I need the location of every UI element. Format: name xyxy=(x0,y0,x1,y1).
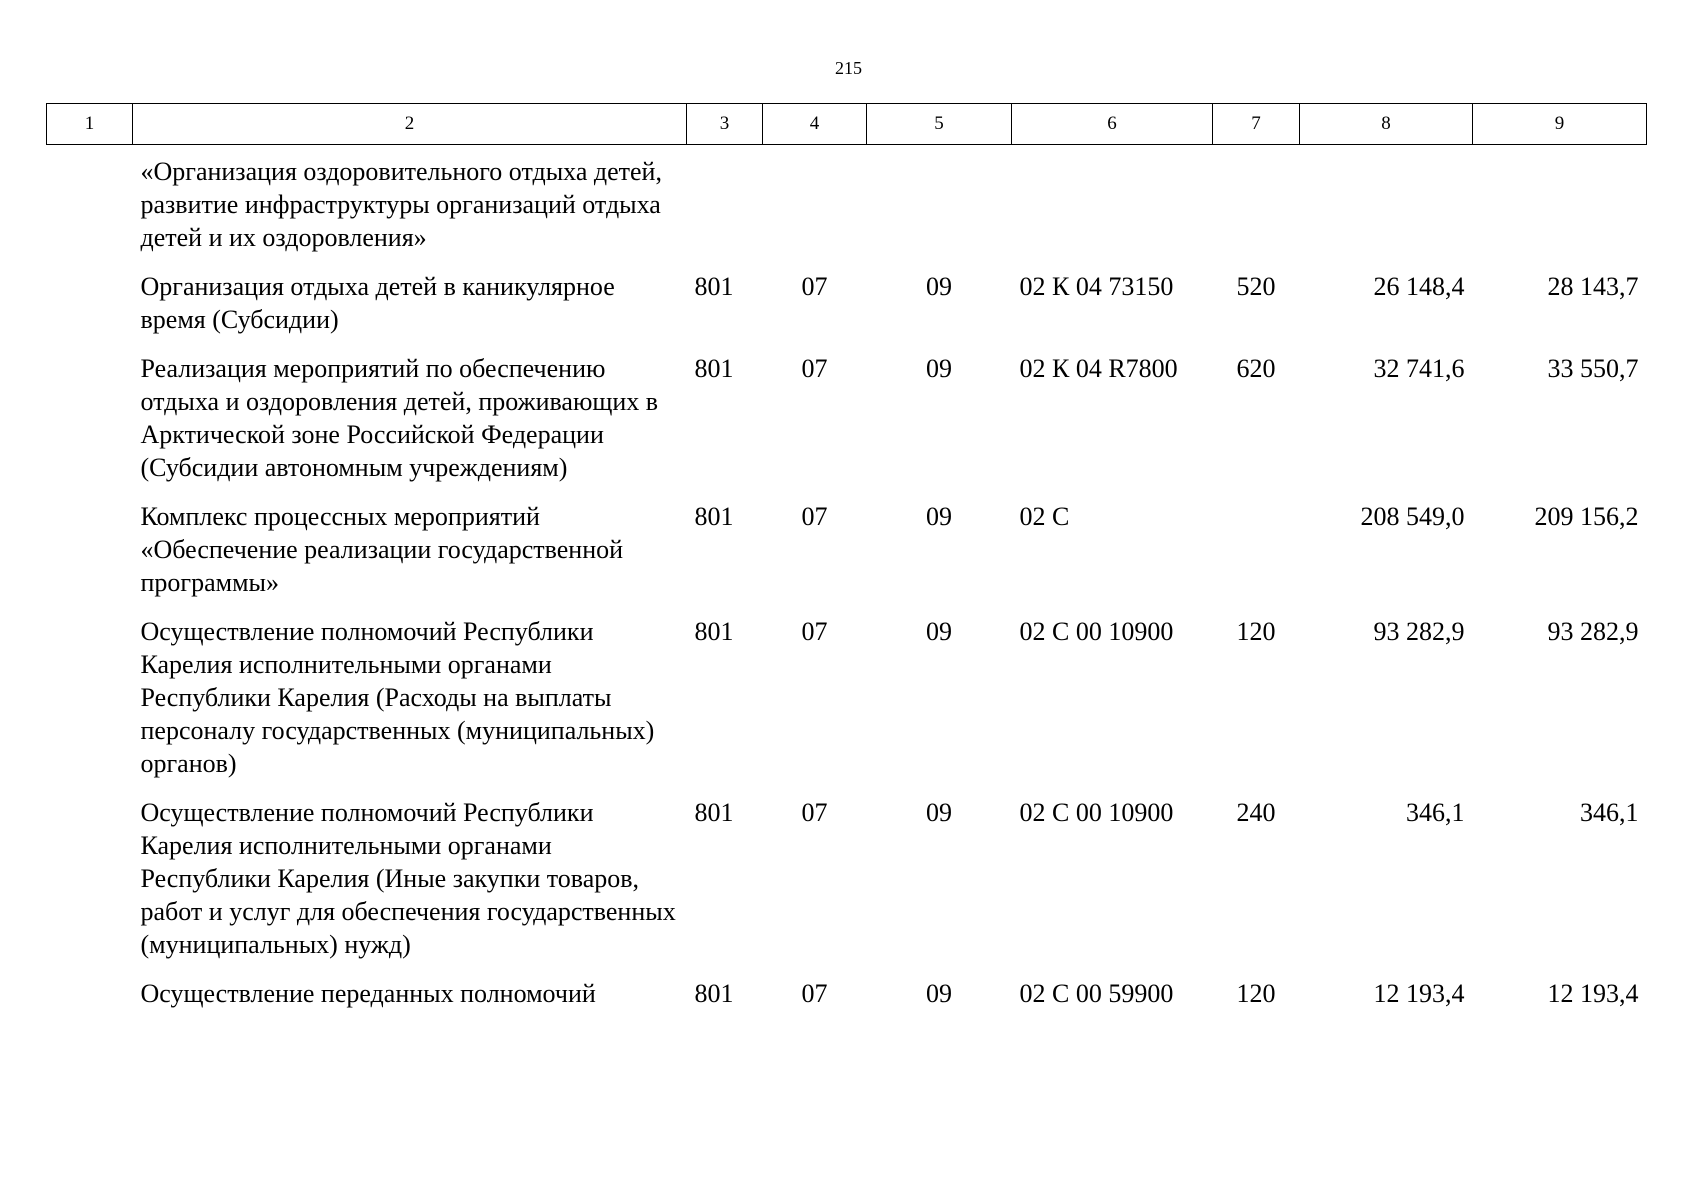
cell-col5: 09 xyxy=(926,979,952,1008)
cell-col3: 801 xyxy=(694,272,734,301)
cell-col6: 02 К 04 R7800 xyxy=(1019,354,1178,383)
cell-col8 xyxy=(1300,145,1473,271)
cell-col7: 520 xyxy=(1236,272,1276,301)
cell-col5: 09 xyxy=(926,272,952,301)
cell-col5 xyxy=(867,145,1012,271)
cell-col9: 209 156,2 xyxy=(1534,502,1639,531)
cell-col5: 09 xyxy=(926,354,952,383)
cell-col1 xyxy=(47,352,133,500)
cell-col1 xyxy=(47,615,133,796)
cell-col4: 07 xyxy=(801,272,828,301)
header-row xyxy=(47,104,1647,145)
column-header-1: 1 xyxy=(47,104,133,145)
cell-col1 xyxy=(47,270,133,352)
cell-col7: 240 xyxy=(1236,798,1276,827)
cell-col4: 07 xyxy=(801,354,828,383)
cell-col9: 33 550,7 xyxy=(1547,354,1639,383)
column-header-8: 8 xyxy=(1300,104,1473,145)
cell-name: Реализация мероприятий по обеспечению отдыха и оздоровления детей, проживающих в Арктической зоне Российской Федерации (Субсидии автономным учреждениям) xyxy=(140,354,659,482)
column-header-3: 3 xyxy=(687,104,763,145)
cell-col6: 02 С xyxy=(1019,502,1070,531)
cell-col3 xyxy=(687,145,763,271)
cell-col4: 07 xyxy=(801,617,828,646)
cell-col1 xyxy=(47,145,133,271)
cell-col1 xyxy=(47,500,133,615)
cell-col9 xyxy=(1473,145,1647,271)
table-row xyxy=(47,615,1647,796)
cell-col4: 07 xyxy=(801,979,828,1008)
table-row xyxy=(47,352,1647,500)
cell-col7: 120 xyxy=(1236,979,1276,1008)
page-number: 215 xyxy=(835,58,862,78)
cell-col1 xyxy=(47,796,133,977)
cell-col6: 02 С 00 10900 xyxy=(1019,617,1174,646)
cell-col4: 07 xyxy=(801,798,828,827)
cell-name: Организация отдыха детей в каникулярное время (Субсидии) xyxy=(140,272,615,334)
column-header-2: 2 xyxy=(133,104,687,145)
cell-col5: 09 xyxy=(926,502,952,531)
table-row xyxy=(47,796,1647,977)
cell-col3: 801 xyxy=(694,979,734,1008)
cell-col3: 801 xyxy=(694,354,734,383)
cell-col9: 28 143,7 xyxy=(1547,272,1639,301)
cell-col8: 12 193,4 xyxy=(1373,979,1465,1008)
cell-name: Осуществление полномочий Республики Карелия исполнительными органами Республики Карелия (Расходы на выплаты персоналу государственных (муниципальных) органов) xyxy=(140,617,655,778)
cell-col6: 02 С 00 10900 xyxy=(1019,798,1174,827)
cell-col8: 26 148,4 xyxy=(1373,272,1465,301)
column-header-4: 4 xyxy=(763,104,867,145)
table-header xyxy=(47,104,1647,145)
cell-col7: 620 xyxy=(1236,354,1276,383)
cell-col8: 93 282,9 xyxy=(1373,617,1465,646)
table-row xyxy=(47,500,1647,615)
cell-col7 xyxy=(1213,500,1300,615)
budget-table xyxy=(46,103,1647,1026)
cell-col9: 346,1 xyxy=(1580,798,1639,827)
table-row xyxy=(47,145,1647,271)
cell-col6: 02 К 04 73150 xyxy=(1019,272,1174,301)
column-header-6: 6 xyxy=(1012,104,1213,145)
column-header-7: 7 xyxy=(1213,104,1300,145)
cell-col7 xyxy=(1213,145,1300,271)
cell-col8: 208 549,0 xyxy=(1360,502,1465,531)
cell-col4: 07 xyxy=(801,502,828,531)
cell-col3: 801 xyxy=(694,617,734,646)
table-body xyxy=(47,145,1647,1027)
cell-col8: 346,1 xyxy=(1406,798,1465,827)
cell-col9: 93 282,9 xyxy=(1547,617,1639,646)
column-header-9: 9 xyxy=(1473,104,1647,145)
table-row xyxy=(47,270,1647,352)
cell-name: «Организация оздоровительного отдыха детей, развитие инфраструктуры организаций отдыха детей и их оздоровления» xyxy=(140,157,662,252)
cell-col5: 09 xyxy=(926,617,952,646)
cell-name: Осуществление переданных полномочий xyxy=(140,979,596,1008)
cell-col3: 801 xyxy=(694,798,734,827)
cell-col6: 02 С 00 59900 xyxy=(1019,979,1174,1008)
cell-col6 xyxy=(1012,145,1213,271)
cell-name: Комплекс процессных мероприятий «Обеспечение реализации государственной программы» xyxy=(140,502,624,597)
cell-col7: 120 xyxy=(1236,617,1276,646)
table-row xyxy=(47,977,1647,1026)
cell-col3: 801 xyxy=(694,502,734,531)
cell-col8: 32 741,6 xyxy=(1373,354,1465,383)
cell-col5: 09 xyxy=(926,798,952,827)
column-header-5: 5 xyxy=(867,104,1012,145)
cell-col9: 12 193,4 xyxy=(1547,979,1639,1008)
cell-col1 xyxy=(47,977,133,1026)
cell-name: Осуществление полномочий Республики Карелия исполнительными органами Республики Карелия (Иные закупки товаров, работ и услуг для обеспечения государственных (муниципальных) нужд) xyxy=(140,798,676,959)
cell-col4 xyxy=(763,145,867,271)
